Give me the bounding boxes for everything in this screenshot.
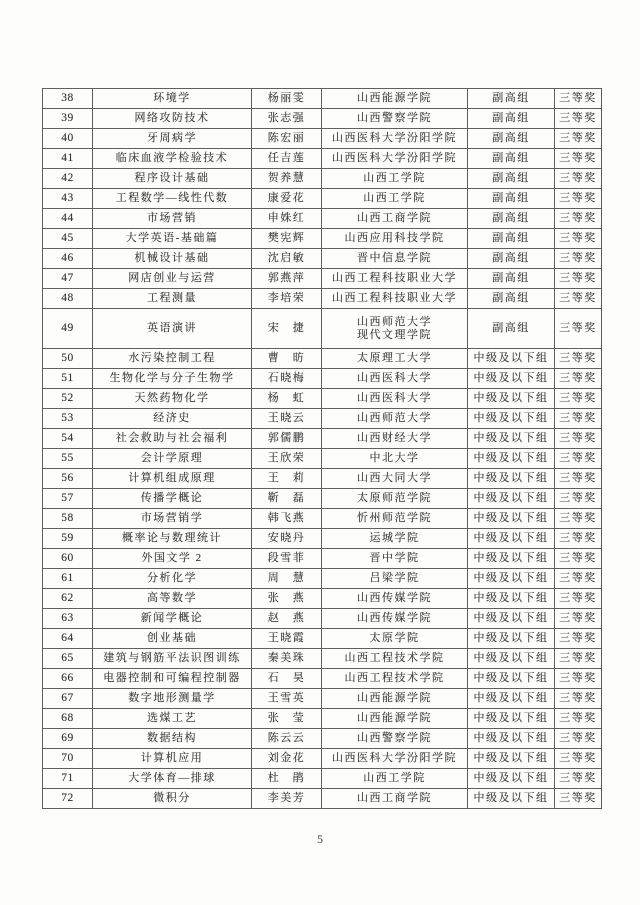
cell-group: 中级及以下组 bbox=[468, 469, 555, 489]
cell-institution: 山西财经大学 bbox=[322, 429, 468, 449]
cell-group: 副高组 bbox=[468, 189, 555, 209]
cell-group: 中级及以下组 bbox=[468, 729, 555, 749]
cell-institution: 忻州师范学院 bbox=[322, 509, 468, 529]
cell-no: 69 bbox=[43, 729, 93, 749]
cell-name: 刘金花 bbox=[252, 749, 322, 769]
cell-course: 计算机组成原理 bbox=[93, 469, 252, 489]
cell-award: 三等奖 bbox=[555, 89, 602, 109]
cell-award: 三等奖 bbox=[555, 369, 602, 389]
cell-no: 52 bbox=[43, 389, 93, 409]
cell-institution: 山西师范大学 现代文理学院 bbox=[322, 309, 468, 349]
cell-name: 王晓霞 bbox=[252, 629, 322, 649]
cell-institution: 山西医科大学 bbox=[322, 389, 468, 409]
cell-group: 中级及以下组 bbox=[468, 349, 555, 369]
cell-institution: 山西能源学院 bbox=[322, 689, 468, 709]
cell-group: 中级及以下组 bbox=[468, 489, 555, 509]
table-row bbox=[43, 489, 602, 509]
cell-no: 43 bbox=[43, 189, 93, 209]
cell-group: 中级及以下组 bbox=[468, 369, 555, 389]
cell-award: 三等奖 bbox=[555, 709, 602, 729]
table-row bbox=[43, 769, 602, 789]
cell-institution: 山西医科大学汾阳学院 bbox=[322, 129, 468, 149]
cell-no: 47 bbox=[43, 269, 93, 289]
cell-no: 57 bbox=[43, 489, 93, 509]
awards-table bbox=[42, 88, 602, 809]
cell-course: 电器控制和可编程控制器 bbox=[93, 669, 252, 689]
cell-name: 陈宏丽 bbox=[252, 129, 322, 149]
cell-group: 中级及以下组 bbox=[468, 429, 555, 449]
cell-award: 三等奖 bbox=[555, 789, 602, 809]
cell-group: 中级及以下组 bbox=[468, 769, 555, 789]
cell-course: 会计学原理 bbox=[93, 449, 252, 469]
cell-group: 中级及以下组 bbox=[468, 609, 555, 629]
cell-group: 中级及以下组 bbox=[468, 709, 555, 729]
cell-award: 三等奖 bbox=[555, 109, 602, 129]
table-row bbox=[43, 249, 602, 269]
cell-group: 副高组 bbox=[468, 169, 555, 189]
cell-no: 39 bbox=[43, 109, 93, 129]
cell-no: 55 bbox=[43, 449, 93, 469]
cell-group: 中级及以下组 bbox=[468, 449, 555, 469]
cell-name: 贺养慧 bbox=[252, 169, 322, 189]
cell-award: 三等奖 bbox=[555, 469, 602, 489]
table-row bbox=[43, 569, 602, 589]
cell-group: 中级及以下组 bbox=[468, 649, 555, 669]
cell-course: 数字地形测量学 bbox=[93, 689, 252, 709]
cell-course: 分析化学 bbox=[93, 569, 252, 589]
cell-no: 64 bbox=[43, 629, 93, 649]
cell-no: 63 bbox=[43, 609, 93, 629]
cell-award: 三等奖 bbox=[555, 129, 602, 149]
cell-award: 三等奖 bbox=[555, 209, 602, 229]
cell-award: 三等奖 bbox=[555, 489, 602, 509]
cell-course: 大学体育—排球 bbox=[93, 769, 252, 789]
table-row bbox=[43, 129, 602, 149]
cell-name: 赵 燕 bbox=[252, 609, 322, 629]
cell-course: 外国文学 2 bbox=[93, 549, 252, 569]
cell-no: 60 bbox=[43, 549, 93, 569]
awards-table-body bbox=[43, 89, 602, 809]
cell-award: 三等奖 bbox=[555, 389, 602, 409]
cell-course: 概率论与数理统计 bbox=[93, 529, 252, 549]
cell-institution: 山西传媒学院 bbox=[322, 609, 468, 629]
cell-institution: 山西工程科技职业大学 bbox=[322, 289, 468, 309]
cell-name: 安晓丹 bbox=[252, 529, 322, 549]
cell-group: 中级及以下组 bbox=[468, 689, 555, 709]
cell-institution: 运城学院 bbox=[322, 529, 468, 549]
cell-group: 副高组 bbox=[468, 149, 555, 169]
cell-group: 副高组 bbox=[468, 129, 555, 149]
cell-no: 70 bbox=[43, 749, 93, 769]
table-row bbox=[43, 169, 602, 189]
cell-group: 中级及以下组 bbox=[468, 529, 555, 549]
cell-course: 天然药物化学 bbox=[93, 389, 252, 409]
cell-group: 中级及以下组 bbox=[468, 629, 555, 649]
cell-course: 建筑与钢筋平法识图训练 bbox=[93, 649, 252, 669]
cell-institution: 晋中信息学院 bbox=[322, 249, 468, 269]
cell-group: 副高组 bbox=[468, 89, 555, 109]
cell-name: 秦美珠 bbox=[252, 649, 322, 669]
table-row bbox=[43, 309, 602, 349]
cell-no: 40 bbox=[43, 129, 93, 149]
cell-no: 42 bbox=[43, 169, 93, 189]
cell-name: 张志强 bbox=[252, 109, 322, 129]
cell-no: 72 bbox=[43, 789, 93, 809]
cell-no: 51 bbox=[43, 369, 93, 389]
cell-name: 沈启敏 bbox=[252, 249, 322, 269]
cell-no: 66 bbox=[43, 669, 93, 689]
cell-award: 三等奖 bbox=[555, 749, 602, 769]
cell-institution: 吕梁学院 bbox=[322, 569, 468, 589]
table-row bbox=[43, 709, 602, 729]
cell-no: 49 bbox=[43, 309, 93, 349]
cell-institution: 山西工程技术学院 bbox=[322, 649, 468, 669]
table-row bbox=[43, 449, 602, 469]
cell-institution: 山西警察学院 bbox=[322, 729, 468, 749]
cell-no: 50 bbox=[43, 349, 93, 369]
cell-award: 三等奖 bbox=[555, 149, 602, 169]
cell-award: 三等奖 bbox=[555, 289, 602, 309]
cell-award: 三等奖 bbox=[555, 689, 602, 709]
cell-no: 38 bbox=[43, 89, 93, 109]
cell-group: 中级及以下组 bbox=[468, 749, 555, 769]
cell-award: 三等奖 bbox=[555, 569, 602, 589]
cell-institution: 山西能源学院 bbox=[322, 89, 468, 109]
table-row bbox=[43, 549, 602, 569]
cell-institution: 晋中学院 bbox=[322, 549, 468, 569]
cell-group: 副高组 bbox=[468, 269, 555, 289]
cell-course: 计算机应用 bbox=[93, 749, 252, 769]
table-row bbox=[43, 429, 602, 449]
cell-name: 郭燕萍 bbox=[252, 269, 322, 289]
table-row bbox=[43, 349, 602, 369]
cell-award: 三等奖 bbox=[555, 629, 602, 649]
cell-no: 59 bbox=[43, 529, 93, 549]
page-number: 5 bbox=[317, 832, 323, 846]
table-row bbox=[43, 369, 602, 389]
table-row bbox=[43, 89, 602, 109]
cell-no: 58 bbox=[43, 509, 93, 529]
cell-institution: 山西医科大学 bbox=[322, 369, 468, 389]
cell-name: 靳 磊 bbox=[252, 489, 322, 509]
cell-name: 宋 捷 bbox=[252, 309, 322, 349]
cell-institution: 太原师范学院 bbox=[322, 489, 468, 509]
cell-course: 经济史 bbox=[93, 409, 252, 429]
cell-name: 石晓梅 bbox=[252, 369, 322, 389]
table-row bbox=[43, 789, 602, 809]
cell-no: 62 bbox=[43, 589, 93, 609]
cell-name: 韩飞燕 bbox=[252, 509, 322, 529]
cell-award: 三等奖 bbox=[555, 429, 602, 449]
cell-course: 水污染控制工程 bbox=[93, 349, 252, 369]
table-row bbox=[43, 649, 602, 669]
cell-no: 56 bbox=[43, 469, 93, 489]
cell-course: 临床血液学检验技术 bbox=[93, 149, 252, 169]
cell-course: 市场营销 bbox=[93, 209, 252, 229]
cell-institution: 山西警察学院 bbox=[322, 109, 468, 129]
table-row bbox=[43, 229, 602, 249]
cell-award: 三等奖 bbox=[555, 189, 602, 209]
cell-group: 中级及以下组 bbox=[468, 509, 555, 529]
cell-no: 68 bbox=[43, 709, 93, 729]
cell-group: 中级及以下组 bbox=[468, 589, 555, 609]
cell-name: 李培荣 bbox=[252, 289, 322, 309]
table-row bbox=[43, 409, 602, 429]
cell-course: 选煤工艺 bbox=[93, 709, 252, 729]
cell-group: 中级及以下组 bbox=[468, 789, 555, 809]
cell-name: 曹 昉 bbox=[252, 349, 322, 369]
cell-course: 工程测量 bbox=[93, 289, 252, 309]
cell-award: 三等奖 bbox=[555, 249, 602, 269]
cell-name: 任吉莲 bbox=[252, 149, 322, 169]
cell-name: 郭儒鹏 bbox=[252, 429, 322, 449]
cell-institution: 山西应用科技学院 bbox=[322, 229, 468, 249]
cell-no: 54 bbox=[43, 429, 93, 449]
cell-name: 段雪菲 bbox=[252, 549, 322, 569]
cell-group: 中级及以下组 bbox=[468, 409, 555, 429]
cell-award: 三等奖 bbox=[555, 669, 602, 689]
table-row bbox=[43, 469, 602, 489]
cell-no: 67 bbox=[43, 689, 93, 709]
cell-no: 48 bbox=[43, 289, 93, 309]
table-row bbox=[43, 189, 602, 209]
cell-group: 副高组 bbox=[468, 289, 555, 309]
cell-name: 王雪英 bbox=[252, 689, 322, 709]
table-row bbox=[43, 589, 602, 609]
cell-group: 中级及以下组 bbox=[468, 389, 555, 409]
cell-no: 45 bbox=[43, 229, 93, 249]
cell-course: 程序设计基础 bbox=[93, 169, 252, 189]
cell-course: 英语演讲 bbox=[93, 309, 252, 349]
cell-course: 社会救助与社会福利 bbox=[93, 429, 252, 449]
cell-institution: 中北大学 bbox=[322, 449, 468, 469]
cell-award: 三等奖 bbox=[555, 609, 602, 629]
cell-award: 三等奖 bbox=[555, 269, 602, 289]
cell-course: 网店创业与运营 bbox=[93, 269, 252, 289]
table-row bbox=[43, 629, 602, 649]
table-row bbox=[43, 149, 602, 169]
cell-group: 中级及以下组 bbox=[468, 549, 555, 569]
cell-name: 王晓云 bbox=[252, 409, 322, 429]
cell-group: 中级及以下组 bbox=[468, 569, 555, 589]
cell-award: 三等奖 bbox=[555, 229, 602, 249]
cell-institution: 山西大同大学 bbox=[322, 469, 468, 489]
cell-no: 41 bbox=[43, 149, 93, 169]
cell-award: 三等奖 bbox=[555, 449, 602, 469]
cell-no: 61 bbox=[43, 569, 93, 589]
table-row bbox=[43, 749, 602, 769]
cell-institution: 山西工学院 bbox=[322, 769, 468, 789]
cell-name: 张 燕 bbox=[252, 589, 322, 609]
cell-course: 新闻学概论 bbox=[93, 609, 252, 629]
cell-group: 副高组 bbox=[468, 249, 555, 269]
cell-course: 大学英语-基础篇 bbox=[93, 229, 252, 249]
table-row bbox=[43, 529, 602, 549]
table-row bbox=[43, 689, 602, 709]
cell-name: 周 慧 bbox=[252, 569, 322, 589]
cell-name: 康爱花 bbox=[252, 189, 322, 209]
cell-award: 三等奖 bbox=[555, 729, 602, 749]
table-row bbox=[43, 269, 602, 289]
cell-course: 生物化学与分子生物学 bbox=[93, 369, 252, 389]
cell-name: 张 莹 bbox=[252, 709, 322, 729]
cell-name: 李美芳 bbox=[252, 789, 322, 809]
cell-course: 环境学 bbox=[93, 89, 252, 109]
cell-name: 杜 鹃 bbox=[252, 769, 322, 789]
cell-award: 三等奖 bbox=[555, 509, 602, 529]
cell-no: 44 bbox=[43, 209, 93, 229]
cell-course: 工程数学—线性代数 bbox=[93, 189, 252, 209]
cell-course: 创业基础 bbox=[93, 629, 252, 649]
cell-group: 中级及以下组 bbox=[468, 669, 555, 689]
cell-course: 数据结构 bbox=[93, 729, 252, 749]
cell-institution: 山西工程科技职业大学 bbox=[322, 269, 468, 289]
cell-award: 三等奖 bbox=[555, 169, 602, 189]
cell-group: 副高组 bbox=[468, 209, 555, 229]
cell-name: 杨 虹 bbox=[252, 389, 322, 409]
cell-institution: 山西传媒学院 bbox=[322, 589, 468, 609]
cell-name: 石 昊 bbox=[252, 669, 322, 689]
cell-course: 机械设计基础 bbox=[93, 249, 252, 269]
cell-institution: 山西工学院 bbox=[322, 169, 468, 189]
cell-group: 副高组 bbox=[468, 309, 555, 349]
cell-award: 三等奖 bbox=[555, 549, 602, 569]
cell-no: 53 bbox=[43, 409, 93, 429]
cell-award: 三等奖 bbox=[555, 589, 602, 609]
table-row bbox=[43, 289, 602, 309]
cell-name: 王欣荣 bbox=[252, 449, 322, 469]
cell-group: 副高组 bbox=[468, 229, 555, 249]
cell-award: 三等奖 bbox=[555, 529, 602, 549]
cell-institution: 山西工程技术学院 bbox=[322, 669, 468, 689]
cell-name: 王 莉 bbox=[252, 469, 322, 489]
cell-institution: 山西工商学院 bbox=[322, 789, 468, 809]
cell-course: 微积分 bbox=[93, 789, 252, 809]
cell-name: 陈云云 bbox=[252, 729, 322, 749]
cell-institution: 山西工商学院 bbox=[322, 209, 468, 229]
cell-course: 网络攻防技术 bbox=[93, 109, 252, 129]
cell-course: 高等数学 bbox=[93, 589, 252, 609]
cell-name: 杨丽雯 bbox=[252, 89, 322, 109]
table-row bbox=[43, 729, 602, 749]
table-row bbox=[43, 209, 602, 229]
table-row bbox=[43, 669, 602, 689]
cell-name: 樊宪辉 bbox=[252, 229, 322, 249]
cell-award: 三等奖 bbox=[555, 769, 602, 789]
cell-no: 71 bbox=[43, 769, 93, 789]
cell-institution: 山西医科大学汾阳学院 bbox=[322, 749, 468, 769]
cell-institution: 山西医科大学汾阳学院 bbox=[322, 149, 468, 169]
cell-award: 三等奖 bbox=[555, 309, 602, 349]
cell-group: 副高组 bbox=[468, 109, 555, 129]
cell-award: 三等奖 bbox=[555, 409, 602, 429]
cell-course: 市场营销学 bbox=[93, 509, 252, 529]
table-row bbox=[43, 609, 602, 629]
cell-institution: 山西能源学院 bbox=[322, 709, 468, 729]
cell-institution: 山西工学院 bbox=[322, 189, 468, 209]
cell-course: 传播学概论 bbox=[93, 489, 252, 509]
cell-course: 牙周病学 bbox=[93, 129, 252, 149]
cell-no: 65 bbox=[43, 649, 93, 669]
cell-institution: 太原学院 bbox=[322, 629, 468, 649]
cell-institution: 山西师范大学 bbox=[322, 409, 468, 429]
cell-institution: 太原理工大学 bbox=[322, 349, 468, 369]
cell-name: 申姝红 bbox=[252, 209, 322, 229]
table-row bbox=[43, 509, 602, 529]
cell-no: 46 bbox=[43, 249, 93, 269]
table-row bbox=[43, 389, 602, 409]
table-row bbox=[43, 109, 602, 129]
cell-award: 三等奖 bbox=[555, 349, 602, 369]
cell-award: 三等奖 bbox=[555, 649, 602, 669]
